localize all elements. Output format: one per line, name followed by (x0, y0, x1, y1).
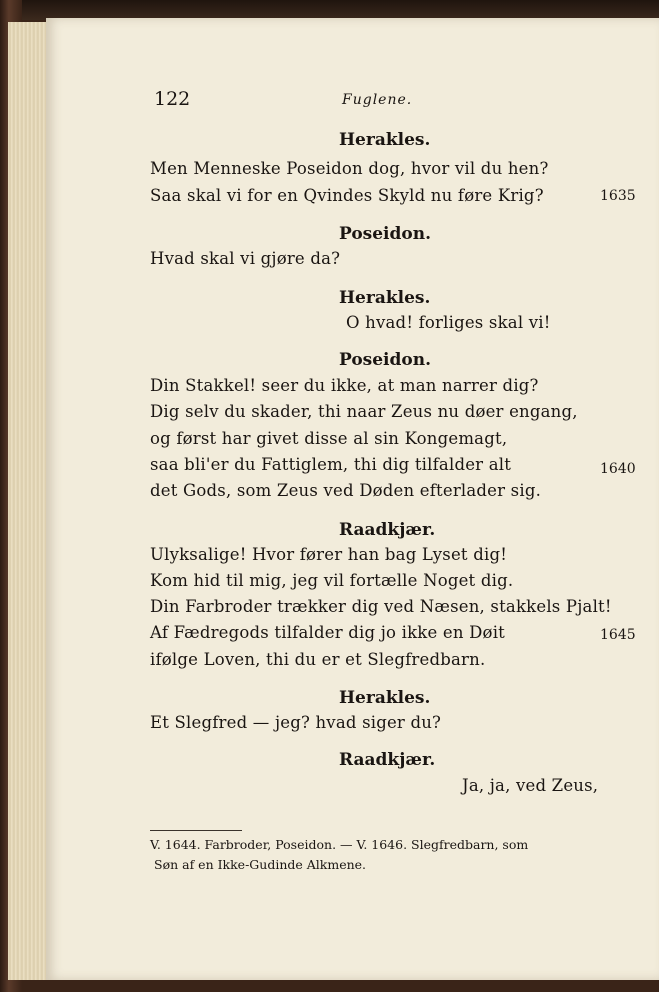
speaker-heading: Herakles. (339, 288, 431, 308)
verse-line: og først har givet disse al sin Kongemagt, (150, 429, 508, 448)
verse-line: saa bli'er du Fattiglem, thi dig tilfalder alt (150, 455, 512, 474)
speaker-heading: Herakles. (339, 688, 431, 708)
footnote-line: Søn af en Ikke-Gudinde Alkmene. (154, 857, 367, 872)
line-number: 1645 (600, 627, 636, 643)
verse-line: Dig selv du skader, thi naar Zeus nu døer engang, (150, 402, 578, 421)
verse-line: det Gods, som Zeus ved Døden efterlader sig. (150, 481, 542, 500)
verse-line: Kom hid til mig, jeg vil fortælle Noget dig. (150, 571, 514, 590)
verse-line: Hvad skal vi gjøre da? (150, 249, 341, 268)
speaker-heading: Herakles. (339, 130, 431, 150)
verse-line: Ja, ja, ved Zeus, (462, 776, 599, 795)
verse-line: Din Farbroder trækker dig ved Næsen, stakkels Pjalt! (150, 597, 612, 616)
verse-line: Ulyksalige! Hvor fører han bag Lyset dig! (150, 545, 508, 564)
verse-line: Men Menneske Poseidon dog, hvor vil du hen? (150, 159, 549, 178)
speaker-heading: Poseidon. (339, 350, 432, 370)
speaker-heading: Raadkjær. (339, 750, 436, 770)
book-page (46, 18, 659, 980)
speaker-heading: Poseidon. (339, 224, 432, 244)
line-number: 1635 (600, 188, 636, 204)
verse-line: Din Stakkel! seer du ikke, at man narrer dig? (150, 376, 539, 395)
line-number: 1640 (600, 461, 636, 477)
book-top-edge (0, 0, 659, 20)
verse-line: Et Slegfred — jeg? hvad siger du? (150, 713, 442, 732)
running-head: Fuglene. (342, 92, 413, 108)
page-stack (8, 22, 48, 980)
verse-line: Af Fædregods tilfalder dig jo ikke en Døit (150, 623, 505, 642)
verse-line: O hvad! forliges skal vi! (346, 313, 551, 332)
footnote-line: V. 1644. Farbroder, Poseidon. — V. 1646. Slegfredbarn, som (150, 837, 529, 852)
footnote-rule (150, 830, 242, 831)
page-number: 122 (154, 88, 191, 110)
verse-line: Saa skal vi for en Qvindes Skyld nu føre Krig? (150, 186, 544, 205)
speaker-heading: Raadkjær. (339, 520, 436, 540)
verse-line: ifølge Loven, thi du er et Slegfredbarn. (150, 650, 486, 669)
